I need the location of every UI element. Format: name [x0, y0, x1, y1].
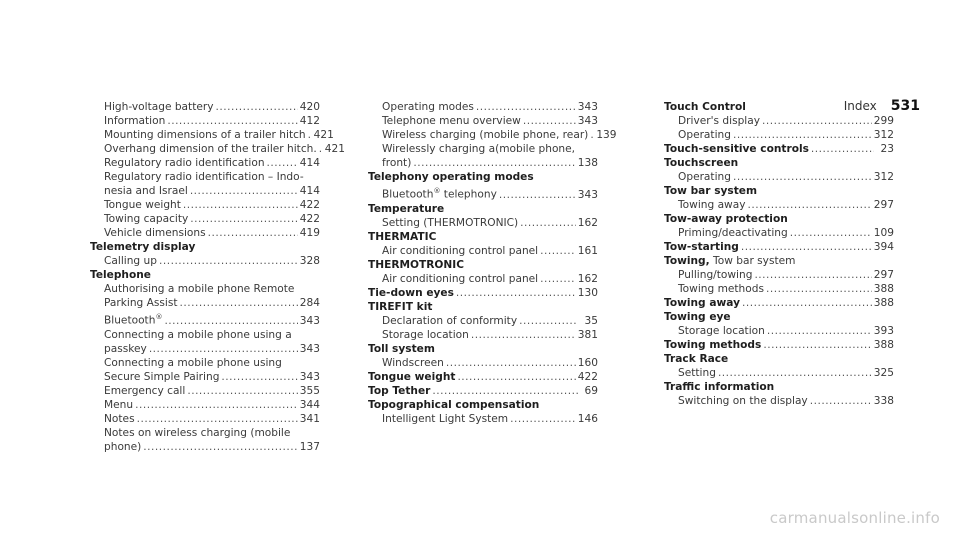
- index-entry: Priming/deactivating ..... 109: [664, 226, 894, 240]
- index-term-line: Towing, Tow bar system: [664, 255, 796, 267]
- index-entry: Air conditioning control panel ..... 161: [368, 244, 598, 258]
- index-term: Tow-away protection: [664, 213, 788, 225]
- index-entry: Towing away ..... 297: [664, 198, 894, 212]
- index-entry: Towing capacity ..... 422: [90, 212, 320, 226]
- index-entry-line: Notes on wireless charging (mobile: [104, 426, 291, 439]
- index-term: Towing eye: [664, 311, 731, 323]
- index-entry: Overhang dimension of the trailer hitch. ..... 421: [90, 142, 320, 156]
- index-term: Toll system: [368, 342, 435, 355]
- index-entry: Setting (THERMOTRONIC) ..... 162: [368, 216, 598, 230]
- index-entry: Bluetooth® telephony ..... 343: [368, 184, 598, 202]
- index-term: THERMOTRONIC: [368, 258, 465, 271]
- index-entry: Information ..... 412: [90, 114, 320, 128]
- index-entry: Storage location ..... 393: [664, 324, 894, 338]
- index-entry-line: Connecting a mobile phone using a: [104, 328, 292, 341]
- index-entry: Pulling/towing ..... 297: [664, 268, 894, 282]
- index-term-entry: Towing methods ..... 388: [664, 338, 894, 352]
- index-entry: Secure Simple Pairing ..... 343: [90, 370, 320, 384]
- index-term-entry: Tow-starting ..... 394: [664, 240, 894, 254]
- index-entry: Towing methods ..... 388: [664, 282, 894, 296]
- index-term: Telephone: [90, 269, 151, 281]
- index-term: Telephony operating modes: [368, 171, 534, 183]
- index-term: THERMATIC: [368, 230, 437, 243]
- index-term: Topographical compensation: [368, 398, 540, 411]
- index-entry: Setting ..... 325: [664, 366, 894, 380]
- index-entry: Switching on the display ..... 338: [664, 394, 894, 408]
- index-entry: Calling up ..... 328: [90, 254, 320, 268]
- index-entry: passkey ..... 343: [90, 342, 320, 356]
- index-term: Temperature: [368, 202, 445, 215]
- index-entry: Operating ..... 312: [664, 128, 894, 142]
- index-term: Telemetry display: [90, 241, 196, 253]
- index-entry: front) ..... 138: [368, 156, 598, 170]
- index-entry: Wireless charging (mobile phone, rear) ..... 139: [368, 128, 598, 142]
- index-entry: Storage location ..... 381: [368, 328, 598, 342]
- index-term: Touch Control: [664, 101, 746, 113]
- index-column-1: [90, 100, 345, 454]
- index-entry: Parking Assist ..... 284: [90, 296, 320, 310]
- index-entry: nesia and Israel ..... 414: [90, 184, 320, 198]
- index-term: Track Race: [664, 353, 729, 365]
- index-entry: phone) ..... 137: [90, 440, 320, 454]
- index-entry: Emergency call ..... 355: [90, 384, 320, 398]
- index-term-entry: Top Tether ..... 69: [368, 384, 598, 398]
- index-entry-line: Authorising a mobile phone Remote: [104, 283, 295, 295]
- index-column-2: [368, 100, 617, 426]
- index-entry: Tongue weight ..... 422: [90, 198, 320, 212]
- index-entry: Declaration of conformity ..... 35: [368, 314, 598, 328]
- section-label: Index: [843, 99, 877, 113]
- index-column-3: [664, 100, 894, 408]
- index-entry-line: Regulatory radio identification – Indo-: [104, 171, 304, 183]
- index-entry: Operating ..... 312: [664, 170, 894, 184]
- index-entry: Intelligent Light System ..... 146: [368, 412, 598, 426]
- index-entry: Telephone menu overview ..... 343: [368, 114, 598, 128]
- index-entry-line: Connecting a mobile phone using: [104, 356, 282, 369]
- index-entry: Regulatory radio identification ..... 414: [90, 156, 320, 170]
- index-entry: Mounting dimensions of a trailer hitch ..... 421: [90, 128, 320, 142]
- index-entry: Operating modes ..... 343: [368, 100, 598, 114]
- page-number: 531: [890, 98, 920, 114]
- index-entry: Air conditioning control panel ..... 162: [368, 272, 598, 286]
- index-term-entry: Tongue weight ..... 422: [368, 370, 598, 384]
- index-term-entry: Towing away ..... 388: [664, 296, 894, 310]
- index-term: Tow bar system: [664, 185, 758, 197]
- index-term: Traffic information: [664, 381, 775, 393]
- index-term: Touchscreen: [664, 157, 739, 169]
- index-term-entry: Tie-down eyes ..... 130: [368, 286, 598, 300]
- index-entry: Notes ..... 341: [90, 412, 320, 426]
- index-entry-line: Wirelessly charging a(mobile phone,: [382, 143, 576, 155]
- index-term: TIREFIT kit: [368, 300, 433, 313]
- index-term-entry: Touch-sensitive controls ..... 23: [664, 142, 894, 156]
- index-entry: Windscreen ..... 160: [368, 356, 598, 370]
- index-entry: Vehicle dimensions ..... 419: [90, 226, 320, 240]
- index-entry: High-voltage battery ..... 420: [90, 100, 320, 114]
- index-entry: Menu ..... 344: [90, 398, 320, 412]
- index-entry: Driver's display ..... 299: [664, 114, 894, 128]
- watermark: carmanualsonline.info: [769, 509, 940, 527]
- index-entry: Bluetooth® ..... 343: [90, 310, 320, 328]
